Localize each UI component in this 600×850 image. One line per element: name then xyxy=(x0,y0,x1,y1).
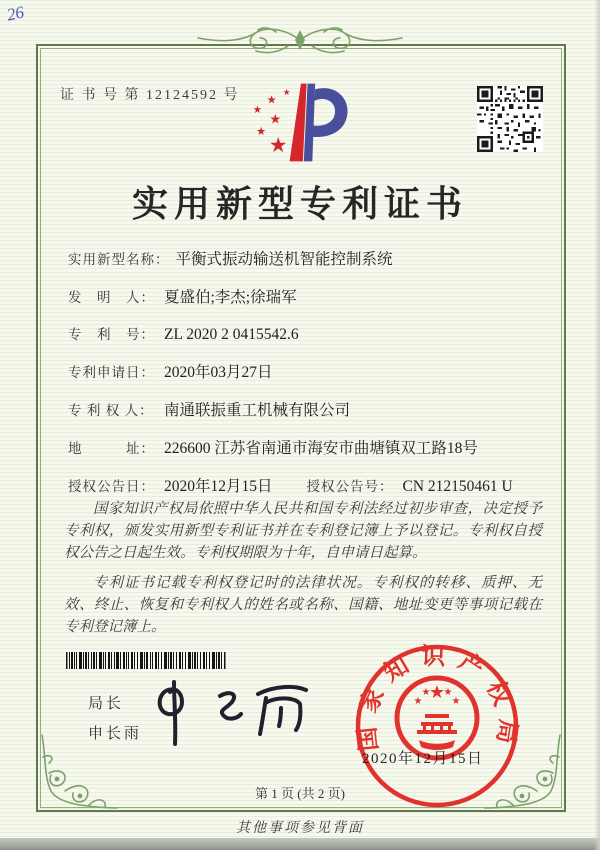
grant-number-value: CN 212150461 U xyxy=(402,478,513,495)
field-label: 专利申请日： xyxy=(68,365,155,380)
field-row-patentee xyxy=(68,398,550,420)
director-signature xyxy=(146,676,316,751)
field-row-patent-number xyxy=(68,323,550,344)
cnipa-logo-icon xyxy=(246,78,354,168)
svg-text:★: ★ xyxy=(451,696,461,707)
corner-ornament-bottom-left xyxy=(37,733,119,811)
page-number: 第 1 页 (共 2 页) xyxy=(255,786,345,801)
scan-edge-right xyxy=(594,0,600,850)
back-side-note: 其他事项参见背面 xyxy=(236,821,364,836)
grant-number-label: 授权公告号： xyxy=(306,479,394,494)
grant-date-label: 授权公告日： xyxy=(68,479,155,494)
svg-text:★: ★ xyxy=(268,132,288,157)
field-value: 夏盛伯;李杰;徐瑞军 xyxy=(164,289,297,306)
certificate-fields xyxy=(68,247,550,512)
field-label: 实用新型名称： xyxy=(68,252,170,267)
signatory-name: 申长雨 xyxy=(88,726,143,742)
field-label: 发 明 人： xyxy=(68,290,155,305)
top-flourish-ornament xyxy=(196,20,404,60)
handwritten-note: 26 xyxy=(5,2,26,25)
svg-text:★: ★ xyxy=(428,682,446,703)
field-label: 地 址： xyxy=(68,441,155,456)
svg-text:★: ★ xyxy=(266,92,277,107)
field-value: 2020年03月27日 xyxy=(164,364,273,381)
logo-stars xyxy=(253,88,291,157)
national-emblem-icon xyxy=(397,678,477,758)
svg-text:★: ★ xyxy=(252,104,263,117)
logo-blue-bowl xyxy=(311,88,347,137)
scan-edge-bottom xyxy=(0,838,600,850)
crest-center-diamond xyxy=(295,30,305,50)
seal-date: 2020年12月15日 xyxy=(362,751,484,767)
legal-text-block xyxy=(64,498,542,646)
svg-text:★: ★ xyxy=(413,696,423,707)
svg-text:★: ★ xyxy=(421,687,431,698)
field-value: 226600 江苏省南通市海安市曲塘镇双工路18号 xyxy=(164,440,478,457)
logo-red-wedge xyxy=(290,84,307,162)
barcode xyxy=(66,652,227,669)
certificate-number: 证 书 号 第 12124592 号 xyxy=(60,88,240,103)
field-row-name xyxy=(68,247,550,269)
qr-code xyxy=(477,86,543,152)
field-value: 南通联振重工机械有限公司 xyxy=(164,402,351,419)
seal-arc-text: 国家知识产权局 xyxy=(353,643,521,757)
svg-text:★: ★ xyxy=(256,123,267,138)
certificate-title: 实用新型专利证书 xyxy=(131,184,468,224)
field-label: 专 利 号： xyxy=(68,327,155,342)
svg-text:★: ★ xyxy=(282,88,291,99)
svg-text:★: ★ xyxy=(269,112,282,128)
field-row-inventors xyxy=(68,285,550,307)
legal-paragraph-2: 专利证书记载专利权登记时的法律状况。专利权的转移、质押、无效、终止、恢复和专利权人的姓名或名称、国籍、地址变更等事项记载在专利登记簿上。 xyxy=(64,575,542,635)
field-value: ZL 2020 2 0415542.6 xyxy=(164,326,299,343)
field-row-address xyxy=(68,436,550,458)
field-row-grant xyxy=(68,474,550,496)
field-row-filing-date xyxy=(68,360,550,382)
svg-text:★: ★ xyxy=(443,687,453,698)
field-label: 专 利 权 人： xyxy=(68,403,154,418)
signatory-title: 局长 xyxy=(88,696,125,712)
field-value: 平衡式振动输送机智能控制系统 xyxy=(175,251,393,268)
corner-ornament-bottom-right xyxy=(483,733,565,811)
legal-paragraph-1: 国家知识产权局依照中华人民共和国专利法经过初步审查，决定授予专利权，颁发实用新型专利证书并在专利登记簿上予以登记。专利权自授权公告之日起生效。专利权期限为十年，自申请日起算。 xyxy=(64,501,542,561)
grant-date-value: 2020年12月15日 xyxy=(164,478,273,495)
